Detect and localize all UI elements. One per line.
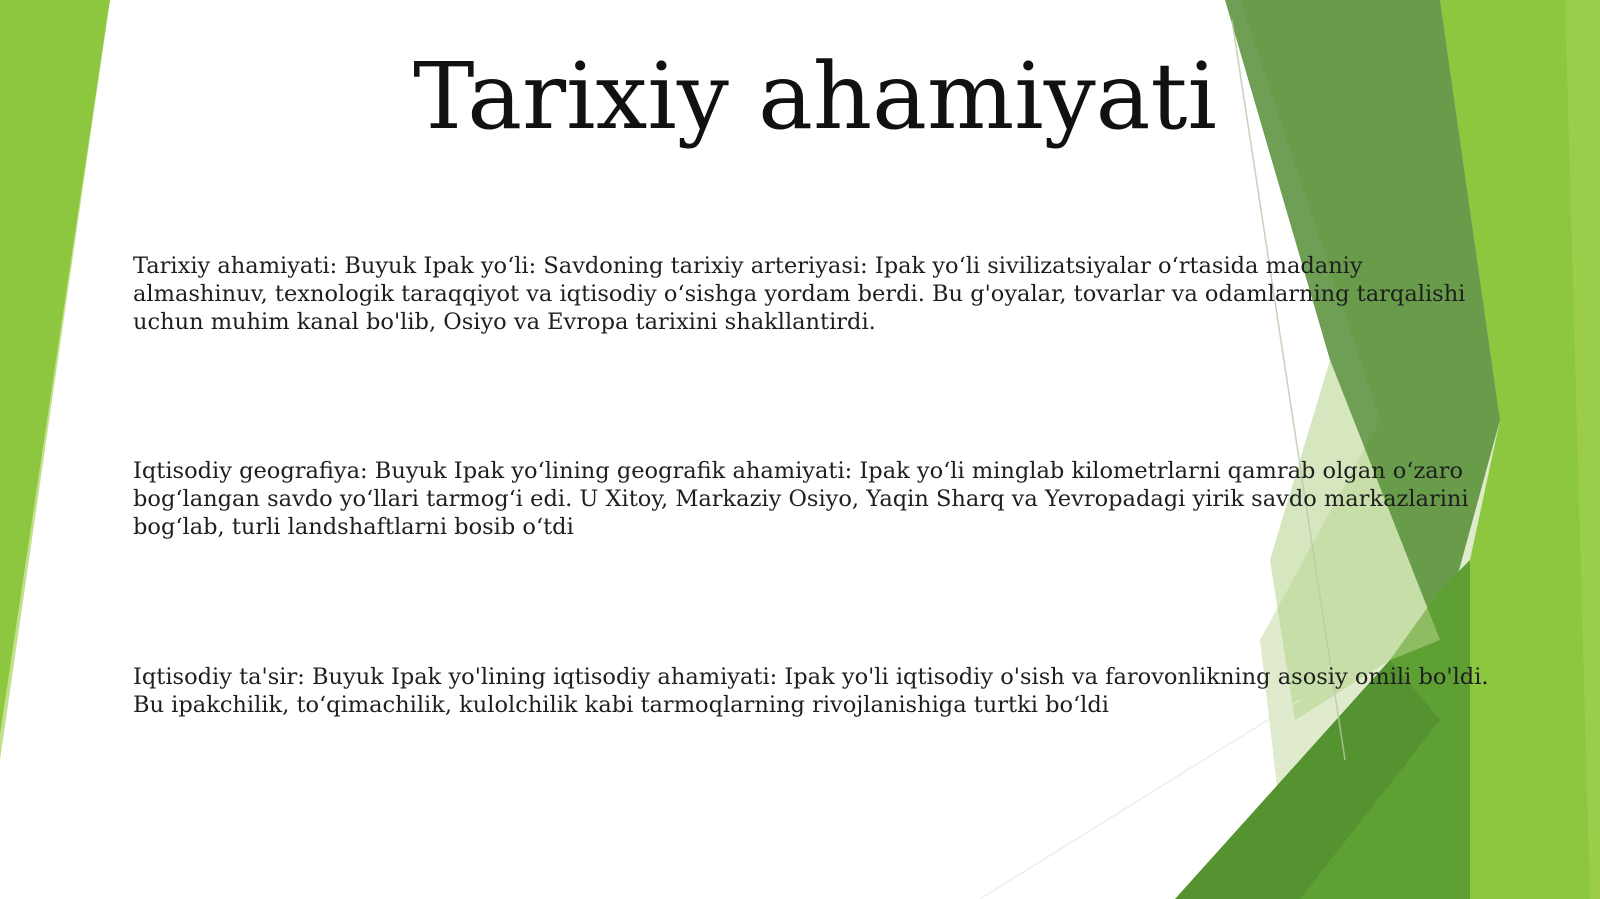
paragraph-economic-impact: Iqtisodiy ta'sir: Buyuk Ipak yo'lining iqtisodiy ahamiyati: Ipak yo'li iqtisodiy o'sish va farovonlikning asosiy omili bo'ldi. Bu ipakchilik, to‘qimachilik, kulolchilik kabi tarmoqlarning rivojlanishiga turtki bo‘ldi	[133, 664, 1489, 718]
paragraph-economic-geography: Iqtisodiy geografiya: Buyuk Ipak yo‘lining geografik ahamiyati: Ipak yo‘li minglab kilometrlarni qamrab olgan o‘zaro bog‘langan savdo yo‘llari tarmog‘i edi. U Xitoy, Markaziy Osiyo, Yaqin Sharq va Yevropadagi yirik savdo markazlarini bog‘lab, turli landshaftlarni bosib o‘tdi	[133, 458, 1469, 540]
paragraph-historical-significance: Tarixiy ahamiyati: Buyuk Ipak yo‘li: Savdoning tarixiy arteriyasi: Ipak yo‘li sivilizatsiyalar o‘rtasida madaniy almashinuv, texnologik taraqqiyot va iqtisodiy o‘sishga yordam berdi. Bu g'oyalar, tovarlar va odamlarning tarqalishi uchun muhim kanal bo'lib, Osiyo va Evropa tarixini shakllantirdi.	[133, 253, 1466, 335]
slide-title: Tarixiy ahamiyati	[413, 43, 1217, 150]
